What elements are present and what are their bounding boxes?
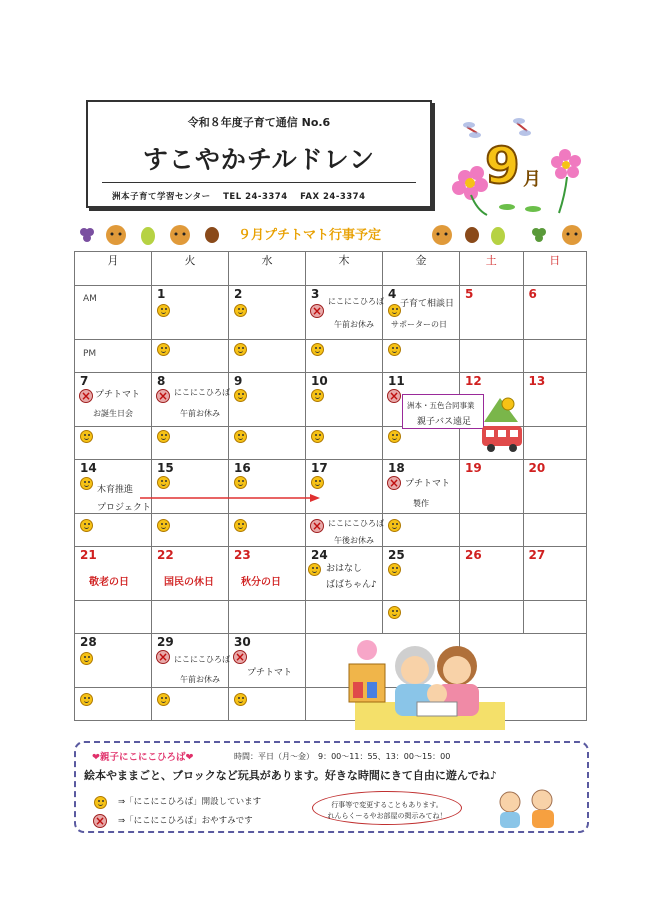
legend-open: ⇒「にこにこひろば」開設しています bbox=[118, 797, 262, 807]
holiday-label: 国民の休日 bbox=[164, 577, 214, 588]
day-cell bbox=[523, 427, 587, 460]
day-cell bbox=[229, 373, 306, 427]
day-cell bbox=[152, 601, 229, 634]
event-text: プチトマト bbox=[95, 390, 141, 400]
closed-icon: × bbox=[311, 519, 323, 533]
decoration-row-right bbox=[430, 222, 588, 246]
day-cell bbox=[229, 340, 306, 373]
day-cell bbox=[383, 286, 460, 340]
event-text: 午前お休み bbox=[180, 675, 220, 684]
opening-hours: 時間：平日（月～金） 9：00～11：55、13：00～15：00 bbox=[234, 752, 451, 761]
smile-icon bbox=[234, 476, 247, 489]
day-cell bbox=[75, 514, 152, 547]
smile-icon bbox=[80, 477, 93, 490]
event-text: にこにこひろば bbox=[174, 388, 230, 397]
day-cell bbox=[523, 373, 587, 427]
event-text: 子育て相談日 bbox=[400, 299, 455, 309]
day-cell bbox=[306, 547, 383, 601]
day-cell bbox=[460, 547, 524, 601]
day-number: 30 bbox=[234, 635, 251, 649]
smile-icon bbox=[388, 563, 401, 576]
pm-label-cell bbox=[75, 340, 152, 373]
pm-label: PM bbox=[83, 349, 97, 359]
day-cell bbox=[383, 547, 460, 601]
day-cell bbox=[75, 634, 152, 688]
closed-icon: × bbox=[157, 650, 169, 664]
grape-icon bbox=[80, 228, 94, 242]
event-text: 製作 bbox=[413, 499, 429, 508]
event-text: プロジェクト bbox=[97, 503, 151, 513]
week-1-pm bbox=[75, 340, 587, 373]
day-cell bbox=[229, 286, 306, 340]
day-number: 16 bbox=[234, 461, 251, 475]
smile-icon bbox=[80, 693, 93, 706]
day-cell bbox=[229, 460, 306, 514]
day-cell bbox=[460, 286, 524, 340]
weekday-fri: 金 bbox=[383, 252, 460, 286]
day-cell bbox=[460, 601, 524, 634]
closed-icon: × bbox=[234, 650, 246, 664]
event-text: プチトマト bbox=[247, 668, 293, 678]
day-cell bbox=[75, 688, 152, 721]
smile-icon bbox=[94, 796, 107, 809]
day-number: 12 bbox=[465, 374, 482, 388]
smile-icon bbox=[80, 652, 93, 665]
day-cell bbox=[383, 427, 460, 460]
smile-icon bbox=[234, 693, 247, 706]
bus-trip-callout bbox=[402, 394, 484, 429]
closed-icon: × bbox=[94, 814, 106, 828]
day-number: 2 bbox=[234, 287, 243, 301]
weekday-tue: 火 bbox=[152, 252, 229, 286]
smile-icon bbox=[157, 304, 170, 317]
smile-icon bbox=[388, 430, 401, 443]
day-number: 15 bbox=[157, 461, 174, 475]
closed-icon: × bbox=[157, 389, 169, 403]
closed-icon: × bbox=[80, 389, 92, 403]
day-number: 8 bbox=[157, 374, 166, 388]
event-text: にこにこひろば bbox=[328, 519, 384, 528]
day-number: 13 bbox=[528, 374, 546, 388]
day-number: 6 bbox=[528, 287, 537, 301]
day-cell bbox=[75, 601, 152, 634]
closed-icon: × bbox=[388, 476, 400, 490]
week-1-am bbox=[75, 286, 587, 340]
notice-line-2: れんらくーるやお部屋の掲示みてね！ bbox=[327, 812, 447, 820]
event-text: にこにこひろば bbox=[328, 297, 384, 306]
squirrel-icon bbox=[106, 225, 126, 245]
smile-icon bbox=[308, 563, 321, 576]
smile-icon bbox=[157, 519, 170, 532]
day-number: 4 bbox=[388, 287, 397, 301]
smile-icon bbox=[157, 343, 170, 356]
day-cell bbox=[523, 286, 587, 340]
day-cell bbox=[75, 460, 152, 514]
day-cell bbox=[229, 634, 306, 688]
day-cell bbox=[306, 514, 383, 547]
pear-icon bbox=[141, 227, 155, 245]
day-cell bbox=[75, 373, 152, 427]
day-cell bbox=[523, 547, 587, 601]
squirrel-icon bbox=[170, 225, 190, 245]
day-cell bbox=[75, 427, 152, 460]
day-cell bbox=[523, 340, 587, 373]
closed-icon: × bbox=[388, 389, 400, 403]
weekday-mon: 月 bbox=[75, 252, 152, 286]
day-cell bbox=[152, 286, 229, 340]
info-heading: ❤親子にこにこひろば❤ bbox=[92, 752, 194, 763]
day-number: 1 bbox=[157, 287, 166, 301]
day-cell bbox=[460, 514, 524, 547]
day-cell bbox=[152, 427, 229, 460]
day-number: 14 bbox=[80, 461, 97, 475]
event-text: 洲本・五色合同事業 bbox=[407, 401, 475, 410]
day-cell bbox=[460, 340, 524, 373]
day-number: 21 bbox=[80, 548, 97, 562]
day-cell bbox=[383, 340, 460, 373]
center-contact: 洲本子育て学習センター TEL 24-3374 FAX 24-3374 bbox=[112, 192, 366, 202]
newsletter-title: すこやかチルドレン bbox=[142, 145, 376, 174]
chestnut-icon bbox=[205, 227, 219, 243]
smile-icon bbox=[311, 430, 324, 443]
smile-icon bbox=[234, 389, 247, 402]
event-text: おはなし bbox=[326, 564, 363, 574]
smile-icon bbox=[80, 430, 93, 443]
day-cell bbox=[383, 601, 460, 634]
legend-closed: ⇒「にこにこひろば」おやすみです bbox=[118, 816, 253, 826]
squirrel-icon bbox=[432, 225, 452, 245]
day-cell bbox=[523, 601, 587, 634]
month-emblem bbox=[447, 115, 587, 220]
day-number: 11 bbox=[388, 374, 405, 388]
newsletter-header bbox=[86, 100, 432, 208]
bus-icon bbox=[478, 392, 526, 456]
smile-icon bbox=[311, 476, 324, 489]
event-text: 午前お休み bbox=[180, 409, 220, 418]
day-cell bbox=[75, 547, 152, 601]
squirrel-icon bbox=[562, 225, 582, 245]
grape-icon bbox=[532, 228, 546, 242]
day-cell bbox=[306, 340, 383, 373]
day-cell bbox=[306, 427, 383, 460]
event-text: 親子バス遠足 bbox=[417, 417, 472, 427]
week-4-pm bbox=[75, 601, 587, 634]
event-text: 木育推進 bbox=[97, 485, 134, 495]
event-text: ばばちゃん♪ bbox=[326, 580, 377, 590]
smile-icon bbox=[234, 519, 247, 532]
smile-icon bbox=[388, 343, 401, 356]
event-text: 午前お休み bbox=[334, 320, 374, 329]
decoration-row-left bbox=[76, 222, 236, 246]
day-number: 18 bbox=[388, 461, 405, 475]
smile-icon bbox=[157, 476, 170, 489]
week-4-am bbox=[75, 547, 587, 601]
month-unit: 月 bbox=[523, 169, 541, 190]
day-number: 25 bbox=[388, 548, 405, 562]
day-cell bbox=[229, 514, 306, 547]
smile-icon bbox=[80, 519, 93, 532]
weekday-wed: 水 bbox=[229, 252, 306, 286]
event-schedule-title: ９月プチトマト行事予定 bbox=[238, 228, 382, 243]
smile-icon bbox=[234, 343, 247, 356]
grandparents-reading-illustration bbox=[345, 632, 515, 732]
event-text: 午後お休み bbox=[334, 536, 374, 545]
day-number: 17 bbox=[311, 461, 328, 475]
weekday-sun: 日 bbox=[523, 252, 587, 286]
day-cell bbox=[383, 514, 460, 547]
day-number: 19 bbox=[465, 461, 482, 475]
smile-icon bbox=[388, 519, 401, 532]
weekday-header-row bbox=[75, 252, 587, 286]
day-number: 24 bbox=[311, 548, 328, 562]
event-text: サポーターの日 bbox=[391, 320, 447, 329]
day-number: 7 bbox=[80, 374, 89, 388]
day-number: 3 bbox=[311, 287, 320, 301]
day-number: 22 bbox=[157, 548, 174, 562]
day-cell bbox=[523, 460, 587, 514]
day-cell bbox=[229, 601, 306, 634]
info-description: 絵本やままごと、ブロックなど玩具があります。好きな時間にきて自由に遊んでね♪ bbox=[84, 769, 497, 782]
event-text: お誕生日会 bbox=[93, 409, 133, 418]
day-number: 20 bbox=[528, 461, 546, 475]
smile-icon bbox=[234, 304, 247, 317]
am-label-cell bbox=[75, 286, 152, 340]
day-cell bbox=[523, 514, 587, 547]
day-number: 23 bbox=[234, 548, 251, 562]
event-text: プチトマト bbox=[405, 479, 451, 489]
am-label: AM bbox=[83, 294, 97, 304]
smile-icon bbox=[234, 430, 247, 443]
month-number: 9 bbox=[485, 137, 520, 195]
day-cell bbox=[306, 373, 383, 427]
day-number: 9 bbox=[234, 374, 243, 388]
week-3-pm bbox=[75, 514, 587, 547]
day-cell bbox=[229, 427, 306, 460]
day-cell bbox=[229, 547, 306, 601]
day-number: 5 bbox=[465, 287, 474, 301]
day-cell bbox=[460, 460, 524, 514]
day-number: 27 bbox=[528, 548, 546, 562]
issue-number: 令和８年度子育て通信 No.6 bbox=[187, 116, 331, 129]
day-cell bbox=[306, 460, 383, 514]
day-cell bbox=[152, 634, 229, 688]
week-3-am bbox=[75, 460, 587, 514]
day-number: 28 bbox=[80, 635, 97, 649]
notice-oval bbox=[312, 791, 462, 825]
chestnut-icon bbox=[465, 227, 479, 243]
divider bbox=[102, 182, 416, 183]
smile-icon bbox=[311, 389, 324, 402]
day-cell bbox=[306, 286, 383, 340]
day-number: 29 bbox=[157, 635, 174, 649]
day-cell bbox=[229, 688, 306, 721]
closed-icon: × bbox=[311, 304, 323, 318]
day-cell bbox=[152, 514, 229, 547]
day-cell bbox=[152, 340, 229, 373]
smile-icon bbox=[157, 693, 170, 706]
smile-icon bbox=[388, 606, 401, 619]
day-number: 10 bbox=[311, 374, 328, 388]
children-playing-illustration bbox=[494, 788, 564, 834]
day-cell bbox=[152, 373, 229, 427]
arrow-icon bbox=[140, 493, 322, 503]
weekday-thu: 木 bbox=[306, 252, 383, 286]
smile-icon bbox=[157, 430, 170, 443]
day-cell bbox=[152, 688, 229, 721]
pear-icon bbox=[491, 227, 505, 245]
notice-line-1: 行事等で変更することもあります。 bbox=[331, 801, 443, 809]
holiday-label: 敬老の日 bbox=[89, 577, 129, 588]
day-cell bbox=[383, 460, 460, 514]
holiday-label: 秋分の日 bbox=[241, 577, 281, 588]
smile-icon bbox=[311, 343, 324, 356]
day-cell bbox=[152, 547, 229, 601]
weekday-sat: 土 bbox=[460, 252, 524, 286]
day-cell bbox=[306, 601, 383, 634]
day-number: 26 bbox=[465, 548, 482, 562]
day-cell bbox=[152, 460, 229, 514]
event-text: にこにこひろば bbox=[174, 655, 230, 664]
